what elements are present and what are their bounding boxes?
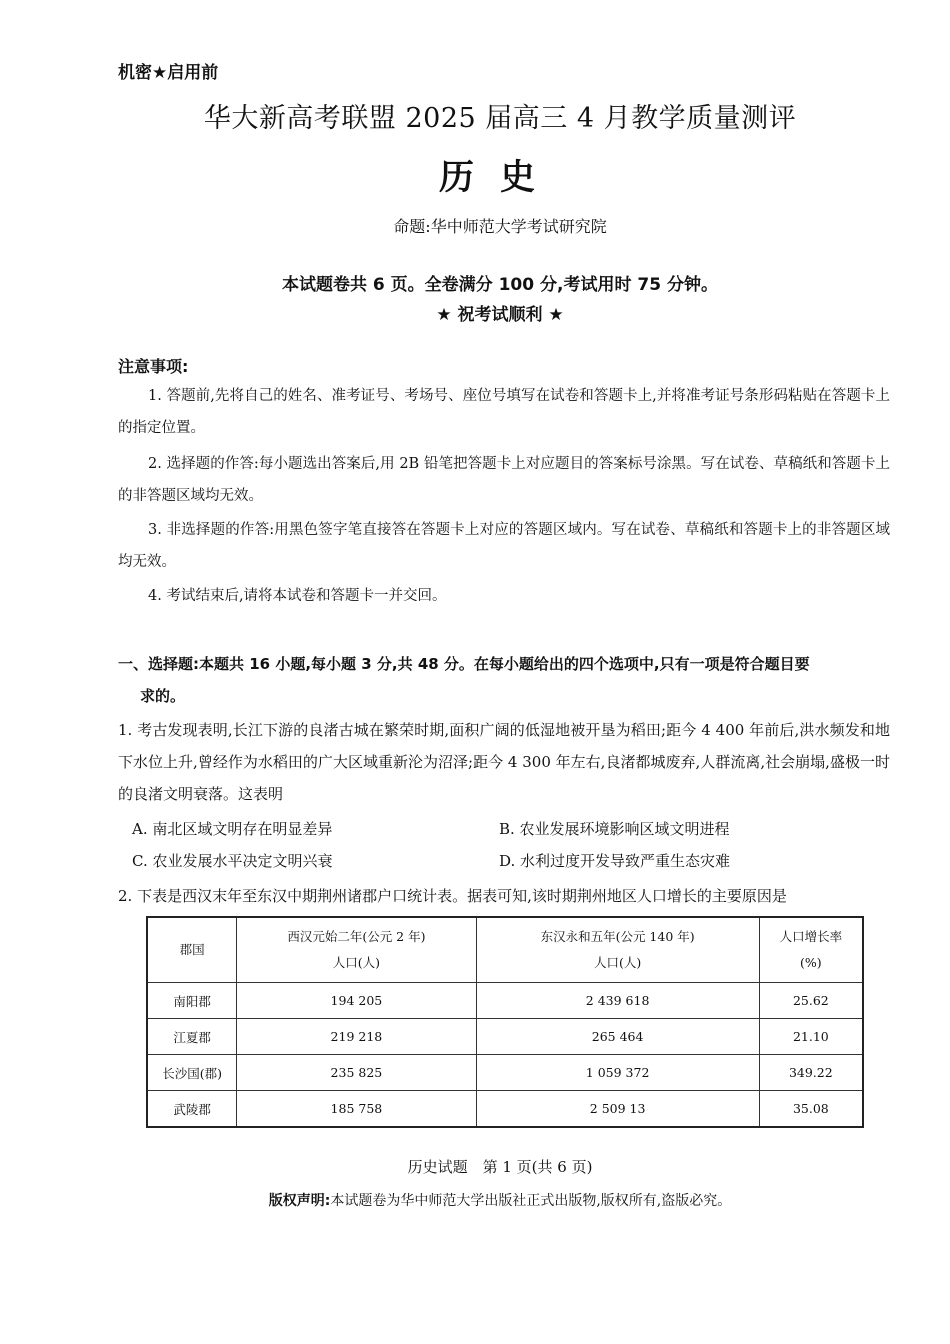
author-line: 命题:华中师范大学考试研究院 (393, 217, 607, 236)
notice-item: 1. 答题前,先将自己的姓名、准考证号、考场号、座位号填写在试卷和答题卡上,并将准考证号条形码粘贴在答题卡上的指定位置。 (118, 388, 890, 436)
notice-item: 2. 选择题的作答:每小题选出答案后,用 2B 铅笔把答题卡上对应题目的答案标号涂黑。写在试卷、草稿纸和答题卡上的非答题区域均无效。 (118, 456, 890, 504)
notice-heading: 注意事项: (118, 357, 189, 376)
cell-rate: 349.22 (759, 1055, 863, 1091)
exam-title: 华大新高考联盟 2025 届高三 4 月教学质量测评 (203, 103, 797, 134)
population-table (146, 916, 864, 1128)
section-heading-cont: 求的。 (140, 687, 186, 705)
cell-pop-140ad: 1 059 372 (476, 1055, 759, 1091)
header-pop-140ad: 东汉永和五年(公元 140 年) 人口(人) (476, 917, 759, 983)
exam-info: 本试题卷共 6 页。全卷满分 100 分,考试用时 75 分钟。 (282, 275, 718, 295)
table-row (147, 1055, 863, 1091)
confidential-label: 机密★启用前 (118, 63, 219, 83)
cell-pop-2ad: 235 825 (237, 1055, 476, 1091)
cell-rate: 35.08 (759, 1091, 863, 1128)
q1-option-a: A. 南北区域文明存在明显差异 (132, 820, 333, 838)
notice-item: 3. 非选择题的作答:用黑色签字笔直接答在答题卡上对应的答题区域内。写在试卷、草稿纸和答题卡上的非答题区域均无效。 (118, 522, 890, 570)
cell-name: 江夏郡 (147, 1019, 237, 1055)
question-1-stem: 1. 考古发现表明,长江下游的良渚古城在繁荣时期,面积广阔的低湿地被开垦为稻田;距今 4 400 年前后,洪水频发和地下水位上升,曾经作为水稻田的广大区域重新沦为沼泽;距今 4 300 年左右,良渚都城废弃,人群流离,社会崩塌,盛极一时的良渚文明衰落。这表明 (118, 721, 890, 803)
section-heading: 一、选择题:本题共 16 小题,每小题 3 分,共 48 分。在每小题给出的四个选项中,只有一项是符合题目要 (118, 655, 810, 673)
header-growth-rate: 人口增长率 (%) (759, 917, 863, 983)
cell-pop-140ad: 2 509 13 (476, 1091, 759, 1128)
cell-pop-140ad: 265 464 (476, 1019, 759, 1055)
page-footer: 历史试题 第 1 页(共 6 页) (407, 1158, 593, 1176)
q1-option-d: D. 水利过度开发导致严重生态灾难 (499, 852, 731, 870)
q1-option-c: C. 农业发展水平决定文明兴衰 (132, 852, 333, 870)
table-row (147, 983, 863, 1019)
table-row (147, 1019, 863, 1055)
cell-pop-2ad: 219 218 (237, 1019, 476, 1055)
table-row (147, 1091, 863, 1128)
table-header-row (147, 917, 863, 983)
notice-item: 4. 考试结束后,请将本试卷和答题卡一并交回。 (148, 588, 447, 604)
cell-rate: 21.10 (759, 1019, 863, 1055)
header-pop-2ad: 西汉元始二年(公元 2 年) 人口(人) (237, 917, 476, 983)
cell-name: 武陵郡 (147, 1091, 237, 1128)
cell-pop-2ad: 194 205 (237, 983, 476, 1019)
subject-title: 历史 (438, 158, 561, 198)
cell-pop-2ad: 185 758 (237, 1091, 476, 1128)
cell-name: 长沙国(郡) (147, 1055, 237, 1091)
question-2-stem: 2. 下表是西汉末年至东汉中期荆州诸郡户口统计表。据表可知,该时期荆州地区人口增长的主要原因是 (118, 887, 787, 905)
cell-name: 南阳郡 (147, 983, 237, 1019)
good-luck-line: ★ 祝考试顺利 ★ (436, 305, 564, 325)
header-commandery: 郡国 (147, 917, 237, 983)
q1-option-b: B. 农业发展环境影响区域文明进程 (499, 820, 730, 838)
cell-pop-140ad: 2 439 618 (476, 983, 759, 1019)
cell-rate: 25.62 (759, 983, 863, 1019)
copyright-notice: 版权声明:本试题卷为华中师范大学出版社正式出版物,版权所有,盗版必究。 (268, 1193, 732, 1209)
